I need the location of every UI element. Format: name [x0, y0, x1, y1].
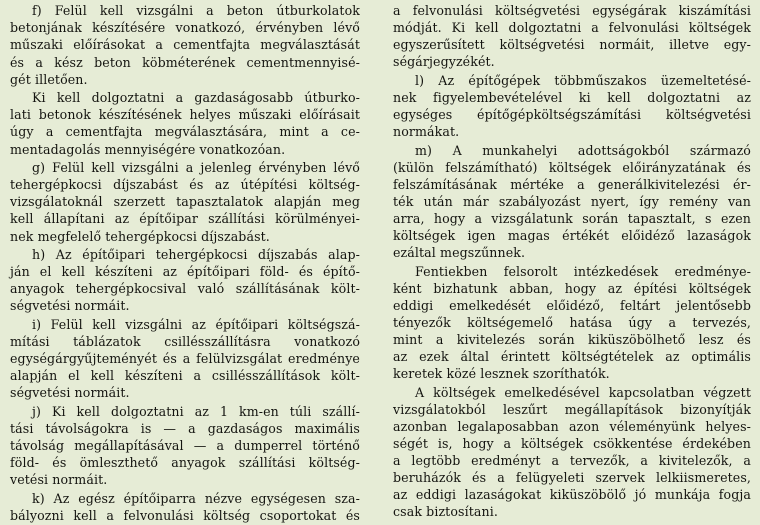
text-line: ként bizhatunk abban, hogy az építési költségek — [393, 281, 751, 296]
text-line: alapján el kell készíteni a csillésszállítások költ- — [10, 368, 360, 384]
text-line: A költségek emelkedésével kapcsolatban végzett — [415, 385, 751, 400]
text-line: a felvonulási költségvetési egységárak kiszámítási — [393, 3, 751, 18]
text-line: azonban legalaposabban azon véleményünk helyes- — [393, 419, 751, 434]
text-line: mítási táblázatok csillésszállításra vonatkozó — [10, 333, 360, 349]
text-line: tényezők költségemelő hatása úgy a tervezés, — [393, 315, 751, 330]
text-line: ségét is, hogy a költségek csökkentése érdekében — [393, 436, 751, 451]
text-line: betonjának készítésére vonatkozó, érvényben lévő — [10, 20, 360, 36]
text-line: csak biztosítani. — [393, 504, 498, 519]
text-line: l) Az építőgépek többműszakos üzemeltetésé- — [415, 73, 751, 88]
text-line: ségvetési normáit. — [10, 385, 130, 401]
text-line: anyagok tehergépkocsival való szállításának költ- — [10, 281, 360, 297]
text-line: mentadagolás mennyiségére vonatkozóan. — [10, 141, 286, 157]
text-line: ségárjegyzékét. — [393, 54, 495, 69]
text-line: bályozni kell a felvonulási költség csoportokat és — [10, 507, 360, 523]
text-line: beruházók és a felügyeleti szervek lelkiismeretes, — [393, 470, 751, 485]
text-line: úgy a cementfajta megválasztására, mint a ce- — [10, 124, 360, 140]
text-line: és a kész beton köbméterének cementmennyisé- — [10, 54, 360, 70]
text-line: ségvetési normáit. — [10, 298, 130, 314]
text-line: Fentiekben felsorolt intézkedések eredménye- — [415, 264, 751, 279]
text-line: ték után már szabályozást nyert, így remény van — [393, 194, 751, 209]
text-line: nek figyelembevételével ki kell dolgoztatni az — [393, 90, 751, 105]
text-line: vizsgálatokból leszűrt megállapítások bizonyítják — [393, 402, 751, 417]
text-line: vetési normáit. — [10, 472, 108, 488]
text-line: az eddigi lazaságokat kiküszöbölő jó munkája fogja — [393, 487, 751, 502]
text-line: (külön felszámítható) költségek előirányzatának és — [393, 160, 751, 175]
text-line: föld- és ömleszthető anyagok szállítási költség- — [10, 455, 360, 471]
text-line: egyszerűsített költségvetési normáit, illetve egy- — [393, 37, 751, 52]
text-line: keretek közé lesznek szoríthatók. — [393, 366, 610, 381]
text-line: a legtöbb eredményt a tervezők, a kivitelezők, a — [393, 453, 751, 468]
text-line: az ezek által érintett költségtételek az optimális — [393, 349, 751, 364]
text-line: felszámításának mértéke a generálkivitelezési ér- — [393, 177, 751, 192]
text-line: költségek igen magas értékét előidéző lazaságok — [393, 228, 751, 243]
text-line: nek megfelelő tehergépkocsi díjszabást. — [10, 228, 270, 244]
text-line: f) Felül kell vizsgálni a beton útburkolatok — [32, 3, 360, 18]
text-line: eddigi emelkedését előidéző, feltárt jelentősebb — [393, 298, 751, 313]
text-line: j) Ki kell dolgoztatni az 1 km-en túli szállí- — [32, 403, 360, 419]
text-line: Ki kell dolgoztatni a gazdaságosabb útburko- — [32, 90, 360, 105]
text-line: egységárgyűjteményét és a felülvizsgálat eredménye — [10, 351, 360, 366]
text-line: távolság megállapításával — a dumperrel történő — [10, 438, 360, 453]
text-line: mint a kivitelezés során kiküszöbölhető lesz és — [393, 332, 751, 347]
text-line: műszaki előírásokat a cementfajta megválasztását — [10, 37, 360, 53]
text-line: tási távolságokra is — a gazdaságos maximális — [10, 420, 360, 436]
text-line: i) Felül kell vizsgálni az építőipari költségszá- — [32, 316, 360, 332]
text-line: g) Felül kell vizsgálni a jelenleg érvényben lévő — [32, 159, 360, 175]
text-line: tehergépkocsi díjszabást és az útépítési költség- — [10, 177, 360, 192]
text-line: ján el kell készíteni az építőipari föld- és építő- — [10, 264, 360, 279]
text-line: k) Az egész építőiparra nézve egységesen sza- — [32, 490, 360, 506]
text-line: arra, hogy a vizsgálatunk során tapasztalt, s ezen — [393, 211, 751, 226]
text-line: m) A munkahelyi adottságokból származó — [415, 143, 751, 158]
text-line: vizsgálatoknál szerzett tapasztalatok alapján meg — [10, 194, 360, 210]
text-line: egységes építőgépköltségszámítási költségvetési — [393, 107, 751, 122]
text-line: ezáltal megszűnnek. — [393, 245, 526, 260]
text-line: gét illetően. — [10, 71, 88, 87]
text-line: módját. Ki kell dolgoztatni a felvonulási költségek — [393, 20, 751, 35]
text-line: lati betonok készítésének helyes műszaki előírásait — [10, 107, 360, 123]
text-line: kell állapítani az építőipar szállítási körülményei- — [10, 211, 360, 227]
text-line: normákat. — [393, 124, 460, 139]
text-line: h) Az építőipari tehergépkocsi díjszabás alap- — [32, 246, 360, 262]
